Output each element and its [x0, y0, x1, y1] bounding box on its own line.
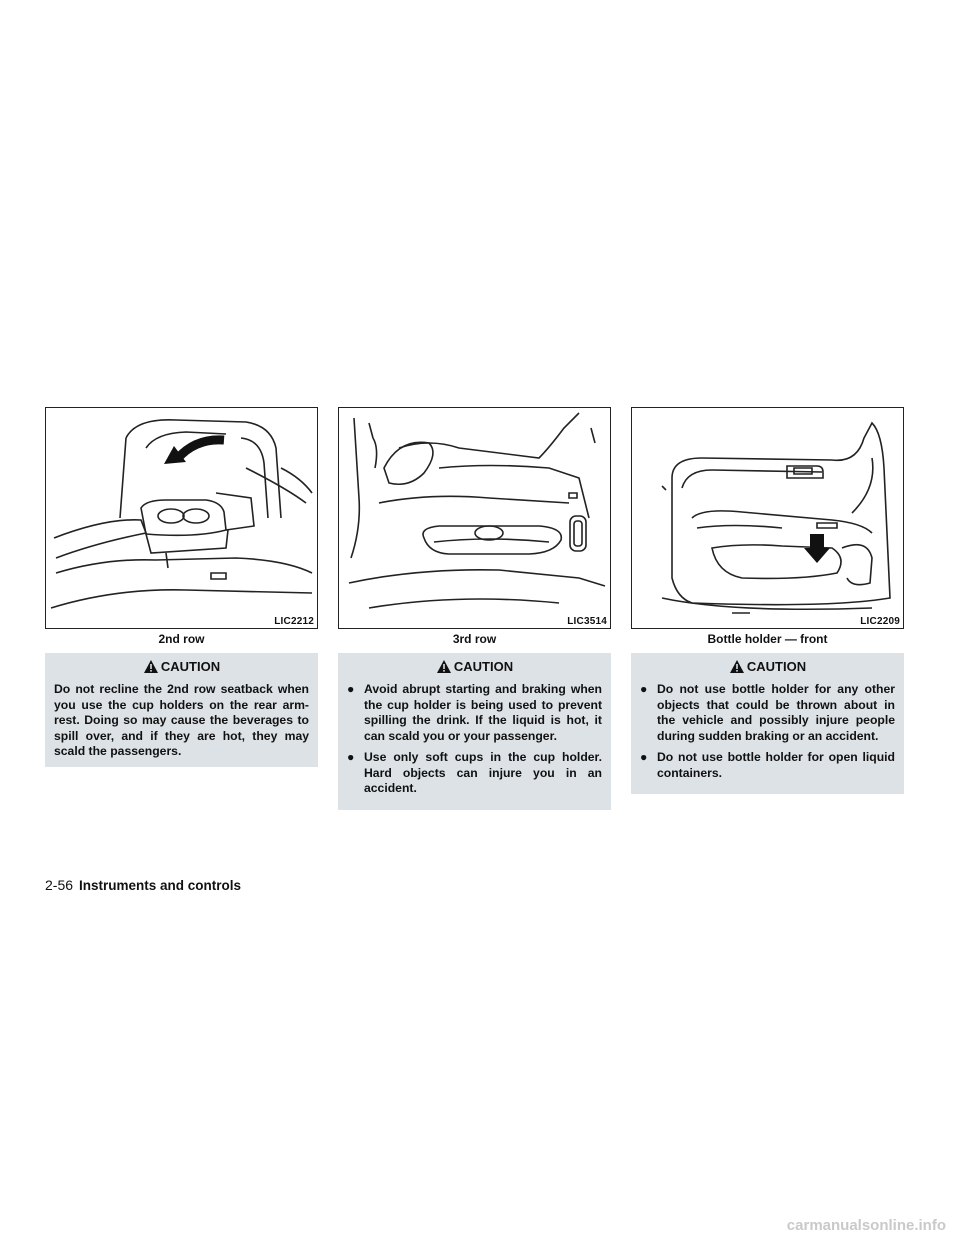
- column-2nd-row: [45, 407, 318, 767]
- illustration-rear-seat-armrest: [46, 408, 317, 628]
- caution-box: [631, 653, 904, 794]
- illustration-front-door-bottle-holder: [632, 408, 903, 628]
- page-footer: [45, 877, 241, 893]
- caution-heading: [640, 657, 895, 675]
- figure-code: LIC3514: [567, 616, 607, 627]
- figure-caption: 2nd row: [158, 632, 205, 646]
- caution-text: Do not recline the 2nd row seatback when you use the cup holders on the rear arm-rest. Doing so may cause the beverages to spill over, and if they are hot, they may scald the passengers.: [54, 682, 309, 758]
- bullet: ●: [640, 750, 648, 764]
- figure-2nd-row-cupholder: [45, 407, 318, 629]
- warning-triangle-icon: [729, 659, 745, 674]
- caution-heading: [54, 657, 309, 675]
- caution-title: CAUTION: [746, 658, 807, 674]
- column-3rd-row: [338, 407, 611, 810]
- bullet: ●: [347, 682, 355, 696]
- figure-bottle-holder-front: [631, 407, 904, 629]
- caution-heading: [347, 657, 602, 675]
- page-number: 2-56: [45, 877, 74, 893]
- caution-title: CAUTION: [160, 658, 221, 674]
- caution-box: [45, 653, 318, 767]
- figure-caption: 3rd row: [452, 632, 497, 646]
- illustration-3rd-row-cupholder: [339, 408, 610, 628]
- bullet: ●: [347, 750, 355, 764]
- list-item: [640, 682, 895, 744]
- figure-code: LIC2209: [860, 616, 900, 627]
- bullet: ●: [640, 682, 648, 696]
- caution-title: CAUTION: [453, 658, 514, 674]
- figure-code: LIC2212: [274, 616, 314, 627]
- caution-list: [640, 682, 895, 781]
- section-title: Instruments and controls: [79, 878, 242, 893]
- list-item: [347, 682, 602, 744]
- watermark: carmanualsonline.info: [786, 1217, 946, 1234]
- warning-triangle-icon: [436, 659, 452, 674]
- column-bottle-holder: [631, 407, 904, 794]
- list-item: [347, 750, 602, 797]
- caution-list: [347, 682, 602, 797]
- list-item-text: Avoid abrupt starting and braking when the cup holder is being used to prevent spilling the drink. If the liquid is hot, it can scald you or your passenger.: [364, 682, 602, 743]
- list-item-text: Do not use bottle holder for any other objects that could be thrown about in the vehicle and possibly injure people during sudden braking or an accident.: [657, 682, 895, 743]
- figure-3rd-row-cupholder: [338, 407, 611, 629]
- figure-caption: Bottle holder — front: [707, 632, 828, 646]
- caution-box: [338, 653, 611, 810]
- list-item: [640, 750, 895, 781]
- list-item-text: Use only soft cups in the cup holder. Hard objects can injure you in an accident.: [364, 750, 602, 795]
- list-item-text: Do not use bottle holder for open liquid containers.: [657, 750, 895, 780]
- warning-triangle-icon: [143, 659, 159, 674]
